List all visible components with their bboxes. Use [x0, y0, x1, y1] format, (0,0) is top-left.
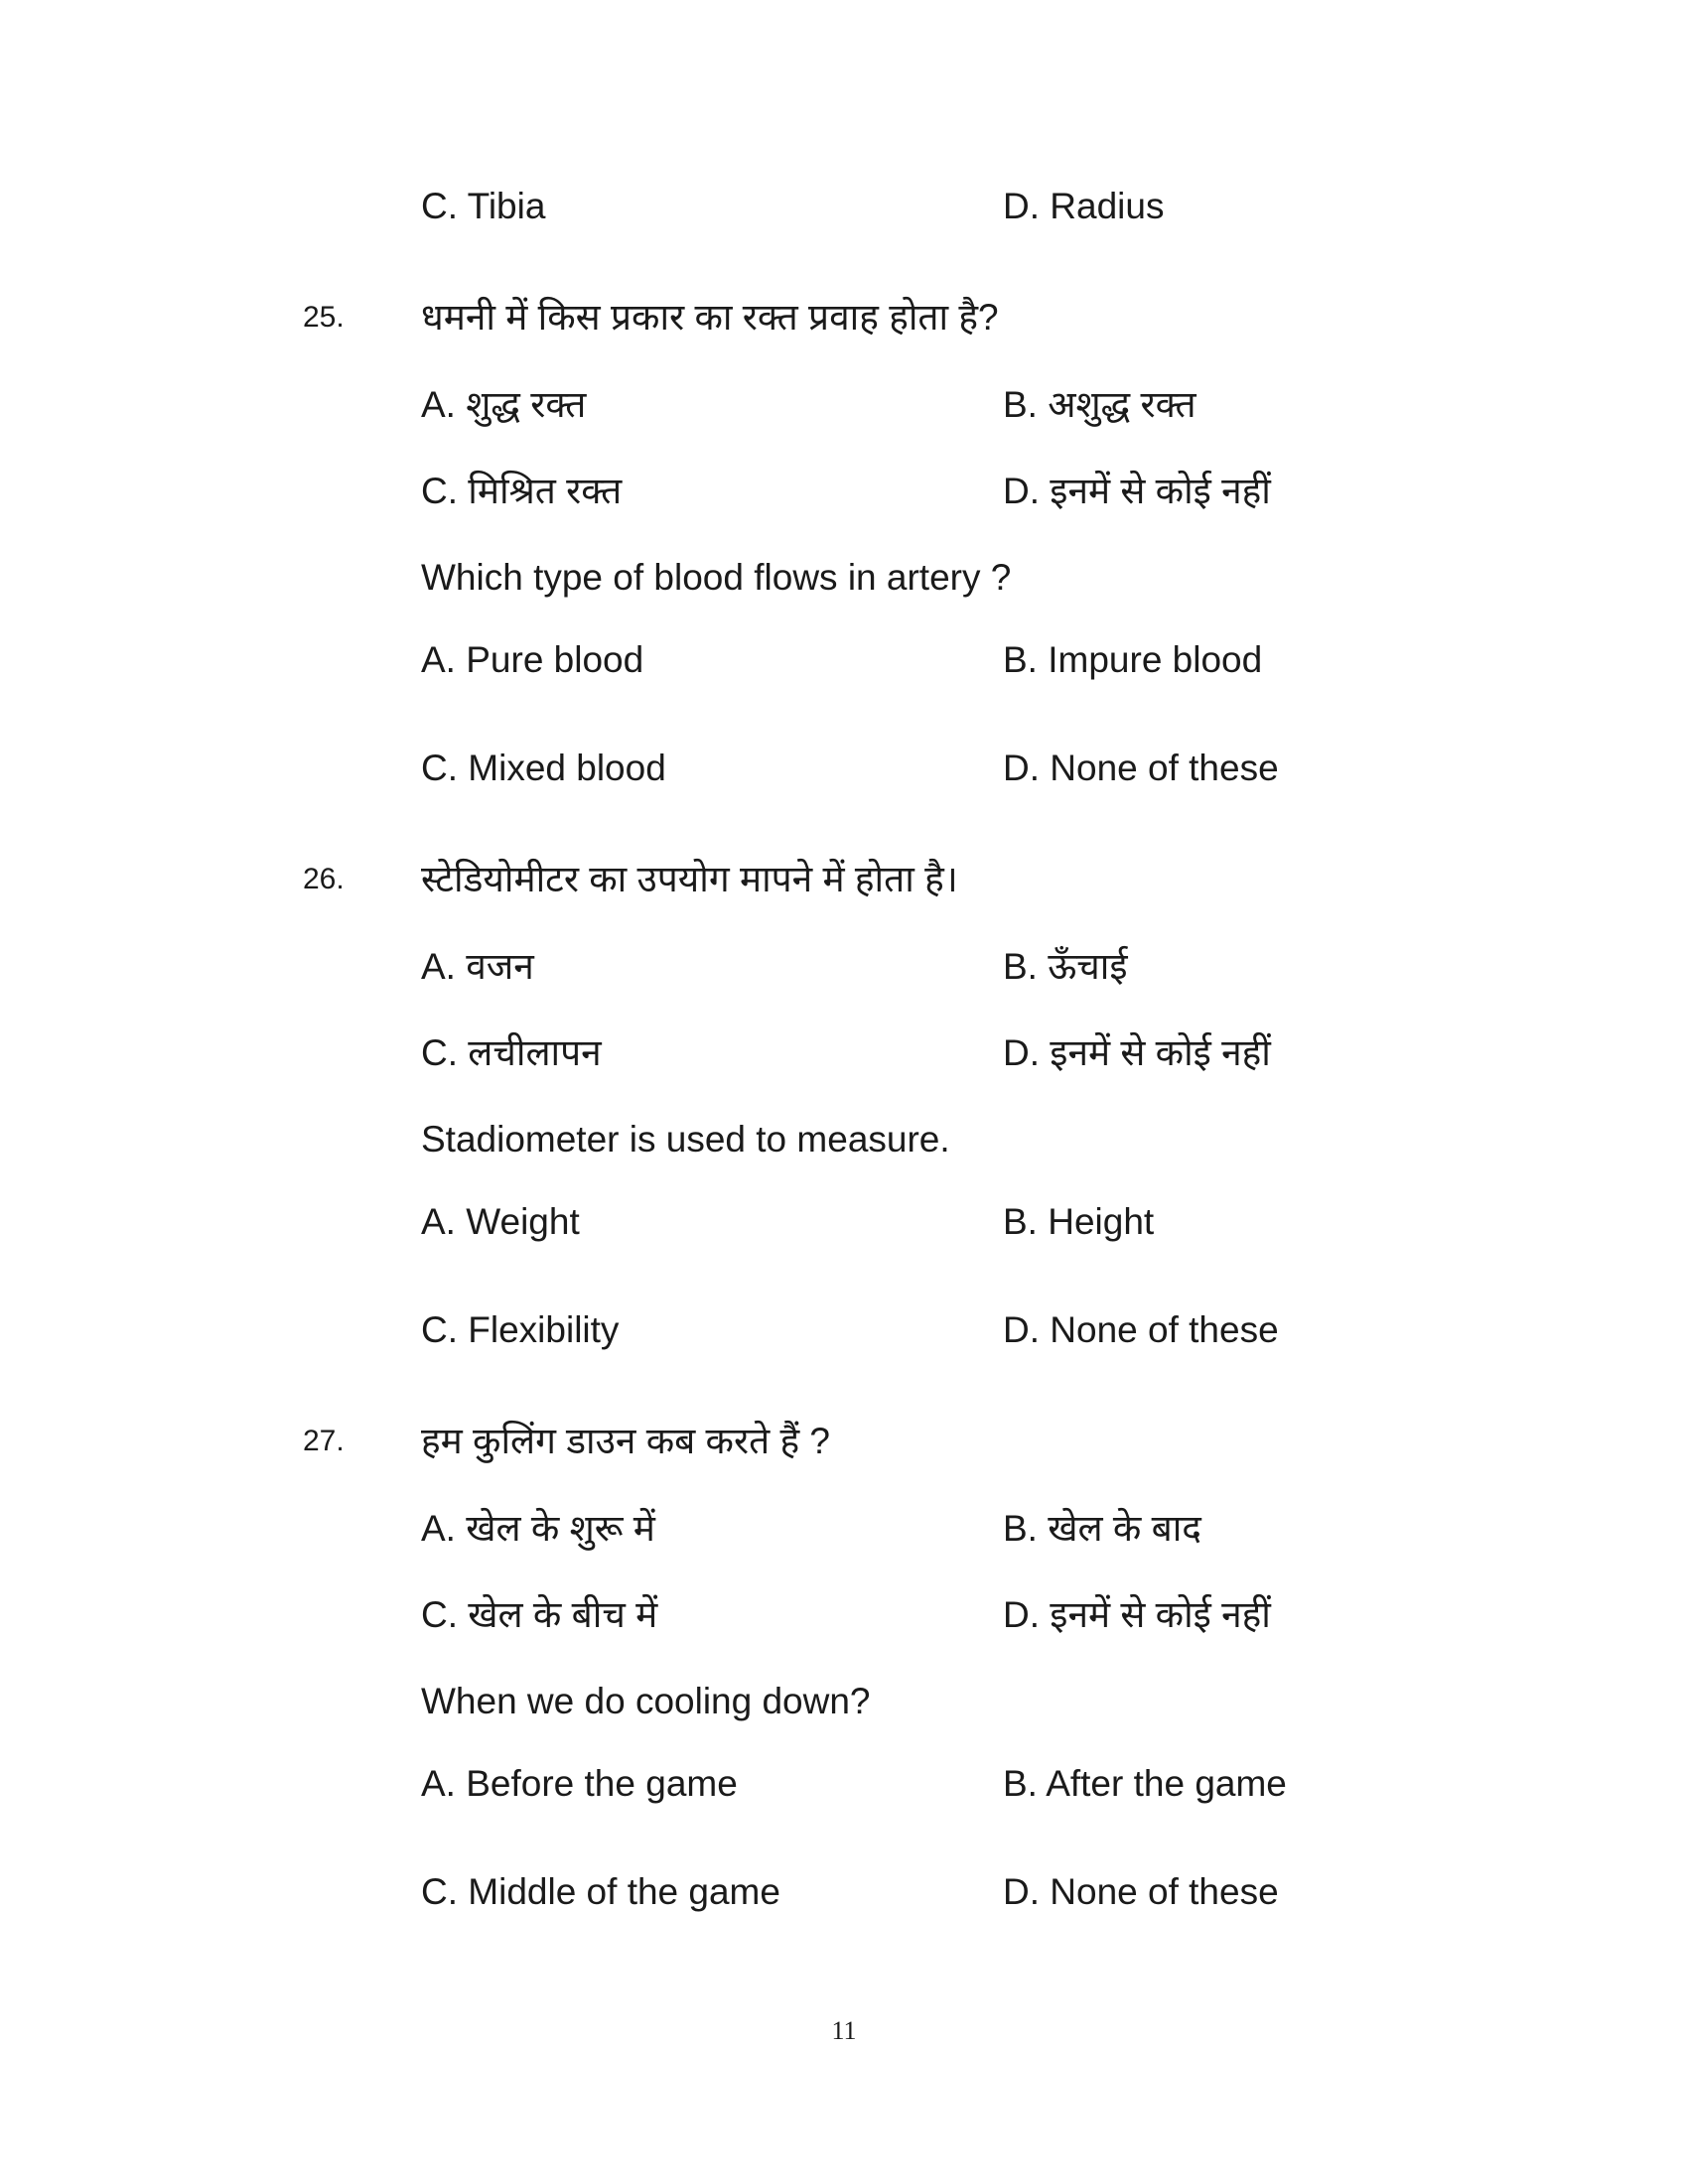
option-a-english: A. Pure blood [421, 639, 644, 680]
page-number: 11 [831, 2016, 857, 2045]
option-c-english: C. Mixed blood [421, 748, 666, 788]
option-c-english: C. Flexibility [421, 1309, 620, 1350]
question-text-english: When we do cooling down? [421, 1681, 871, 1721]
option-c-hindi: C. लचीलापन [421, 1032, 602, 1073]
option-d-english: D. None of these [1003, 1309, 1279, 1350]
question-hindi [0, 850, 1688, 909]
option-a-english: A. Weight [421, 1201, 580, 1242]
option-c-hindi: C. खेल के बीच में [421, 1594, 658, 1635]
option-c: C. Tibia [421, 186, 546, 226]
question-text-english: Which type of blood flows in artery ? [421, 557, 1012, 598]
options-english-cd [0, 1862, 1688, 1922]
option-d-hindi: D. इनमें से कोई नहीं [1003, 1594, 1271, 1635]
question-text-hindi: स्टेडियोमीटर का उपयोग मापने में होता है। [421, 859, 958, 899]
option-b-hindi: B. खेल के बाद [1003, 1508, 1201, 1549]
question-english [0, 1110, 1688, 1169]
question-english [0, 548, 1688, 608]
question-english [0, 1672, 1688, 1731]
option-d-hindi: D. इनमें से कोई नहीं [1003, 471, 1271, 511]
option-a-hindi: A. खेल के शुरू में [421, 1508, 655, 1549]
options-english-ab [0, 630, 1688, 690]
options-hindi-cd [0, 1024, 1688, 1083]
option-d-english: D. None of these [1003, 1871, 1279, 1912]
option-b-english: B. Height [1003, 1201, 1155, 1242]
question-text-english: Stadiometer is used to measure. [421, 1119, 950, 1160]
option-a-hindi: A. वजन [421, 946, 534, 987]
options-english-ab [0, 1192, 1688, 1252]
options-english-ab [0, 1754, 1688, 1814]
question-text-hindi: हम कुलिंग डाउन कब करते हैं ? [421, 1421, 830, 1461]
option-c-english: C. Middle of the game [421, 1871, 780, 1912]
question-text-hindi: धमनी में किस प्रकार का रक्त प्रवाह होता है? [421, 297, 999, 338]
option-b-hindi: B. अशुद्ध रक्त [1003, 384, 1196, 425]
options-hindi-cd [0, 462, 1688, 521]
question-number: 27. [303, 1425, 345, 1457]
option-d: D. Radius [1003, 186, 1165, 226]
option-d-english: D. None of these [1003, 748, 1279, 788]
options-english-cd [0, 1300, 1688, 1360]
option-d-hindi: D. इनमें से कोई नहीं [1003, 1032, 1271, 1073]
question-hindi [0, 1412, 1688, 1471]
prev-question-options [0, 177, 1688, 236]
question-hindi [0, 288, 1688, 347]
question-number: 26. [303, 863, 345, 895]
option-b-hindi: B. ऊँचाई [1003, 946, 1128, 987]
option-c-hindi: C. मिश्रित रक्त [421, 471, 623, 511]
options-hindi-ab [0, 375, 1688, 435]
option-a-hindi: A. शुद्ध रक्त [421, 384, 587, 425]
options-english-cd [0, 739, 1688, 798]
options-hindi-ab [0, 1499, 1688, 1559]
option-a-english: A. Before the game [421, 1763, 738, 1804]
options-hindi-cd [0, 1585, 1688, 1645]
options-hindi-ab [0, 937, 1688, 997]
question-number: 25. [303, 301, 345, 334]
option-b-english: B. Impure blood [1003, 639, 1263, 680]
option-b-english: B. After the game [1003, 1763, 1287, 1804]
